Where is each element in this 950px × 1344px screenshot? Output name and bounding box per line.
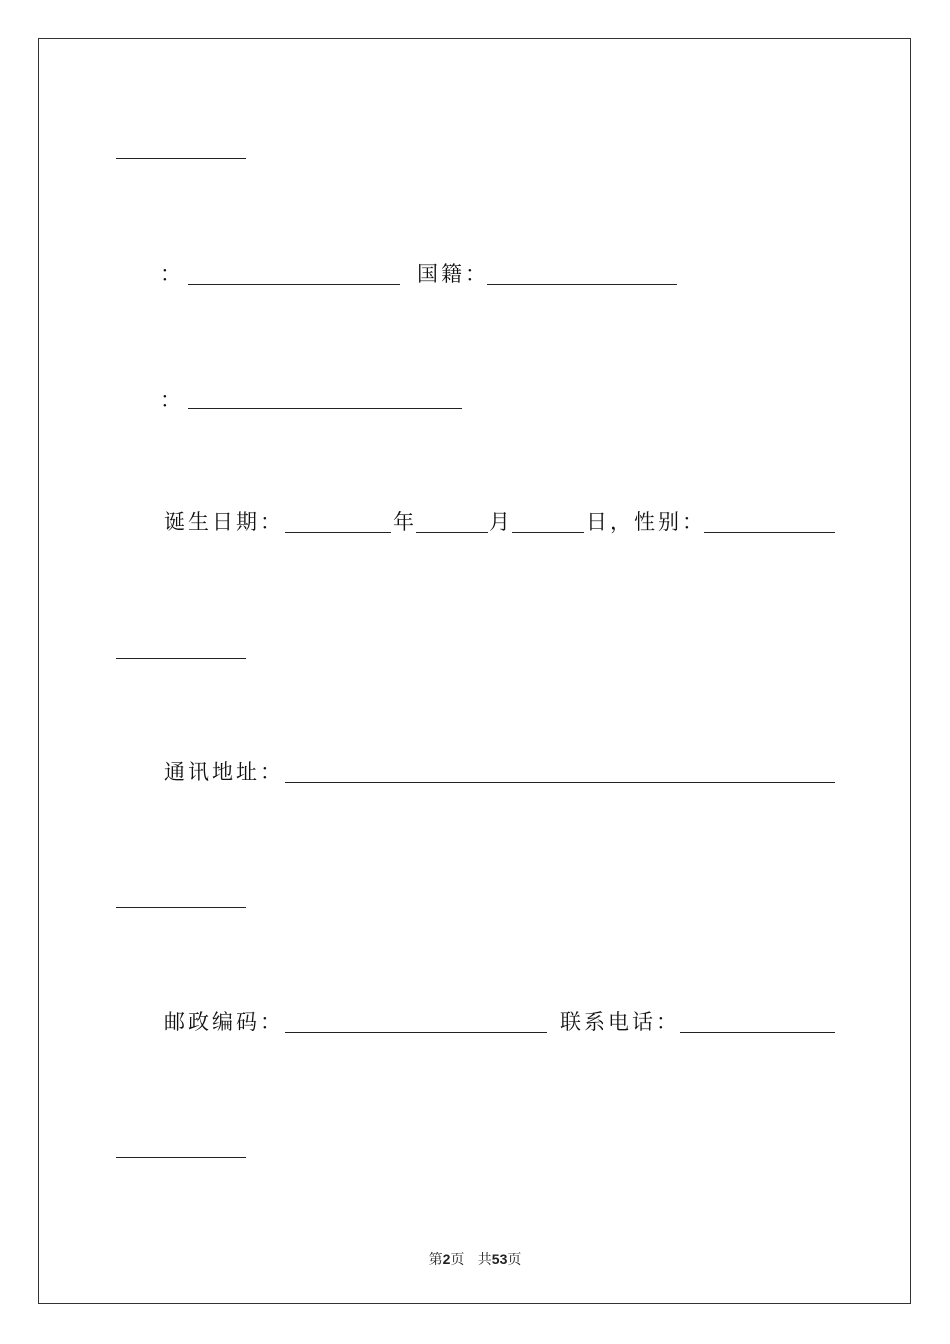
blank-line xyxy=(116,658,246,659)
blank-field-day[interactable] xyxy=(512,532,584,533)
page-border xyxy=(38,38,911,1304)
page-number: 2 xyxy=(442,1251,451,1267)
total-pages: 53 xyxy=(491,1251,508,1267)
page-unit: 页 xyxy=(450,1252,465,1268)
field-colon: ： xyxy=(160,388,184,412)
blank-field-name[interactable] xyxy=(188,284,400,285)
blank-field-id[interactable] xyxy=(188,408,462,409)
month-unit: 月 xyxy=(489,510,513,534)
phone-label: 联系电话： xyxy=(560,1010,680,1034)
year-unit: 年 xyxy=(393,510,417,534)
blank-field-year[interactable] xyxy=(285,532,391,533)
gender-label: 性别： xyxy=(634,510,706,534)
footer-prefix: 第 xyxy=(428,1252,443,1268)
blank-field-postcode[interactable] xyxy=(285,1032,547,1033)
page-footer xyxy=(0,1249,950,1269)
blank-field-nationality[interactable] xyxy=(487,284,677,285)
birth-date-label: 诞生日期： xyxy=(164,510,284,534)
total-unit: 页 xyxy=(507,1252,522,1268)
blank-field-address[interactable] xyxy=(285,782,835,783)
postcode-label: 邮政编码： xyxy=(164,1010,284,1034)
blank-line xyxy=(116,907,246,908)
day-unit: 日， xyxy=(586,510,634,534)
field-colon: ： xyxy=(160,262,184,286)
nationality-label: 国籍： xyxy=(417,262,489,286)
blank-line xyxy=(116,1157,246,1158)
blank-field-gender[interactable] xyxy=(704,532,835,533)
address-label: 通讯地址： xyxy=(164,760,284,784)
blank-field-month[interactable] xyxy=(416,532,488,533)
blank-line xyxy=(116,158,246,159)
blank-field-phone[interactable] xyxy=(680,1032,835,1033)
total-prefix: 共 xyxy=(477,1252,492,1268)
